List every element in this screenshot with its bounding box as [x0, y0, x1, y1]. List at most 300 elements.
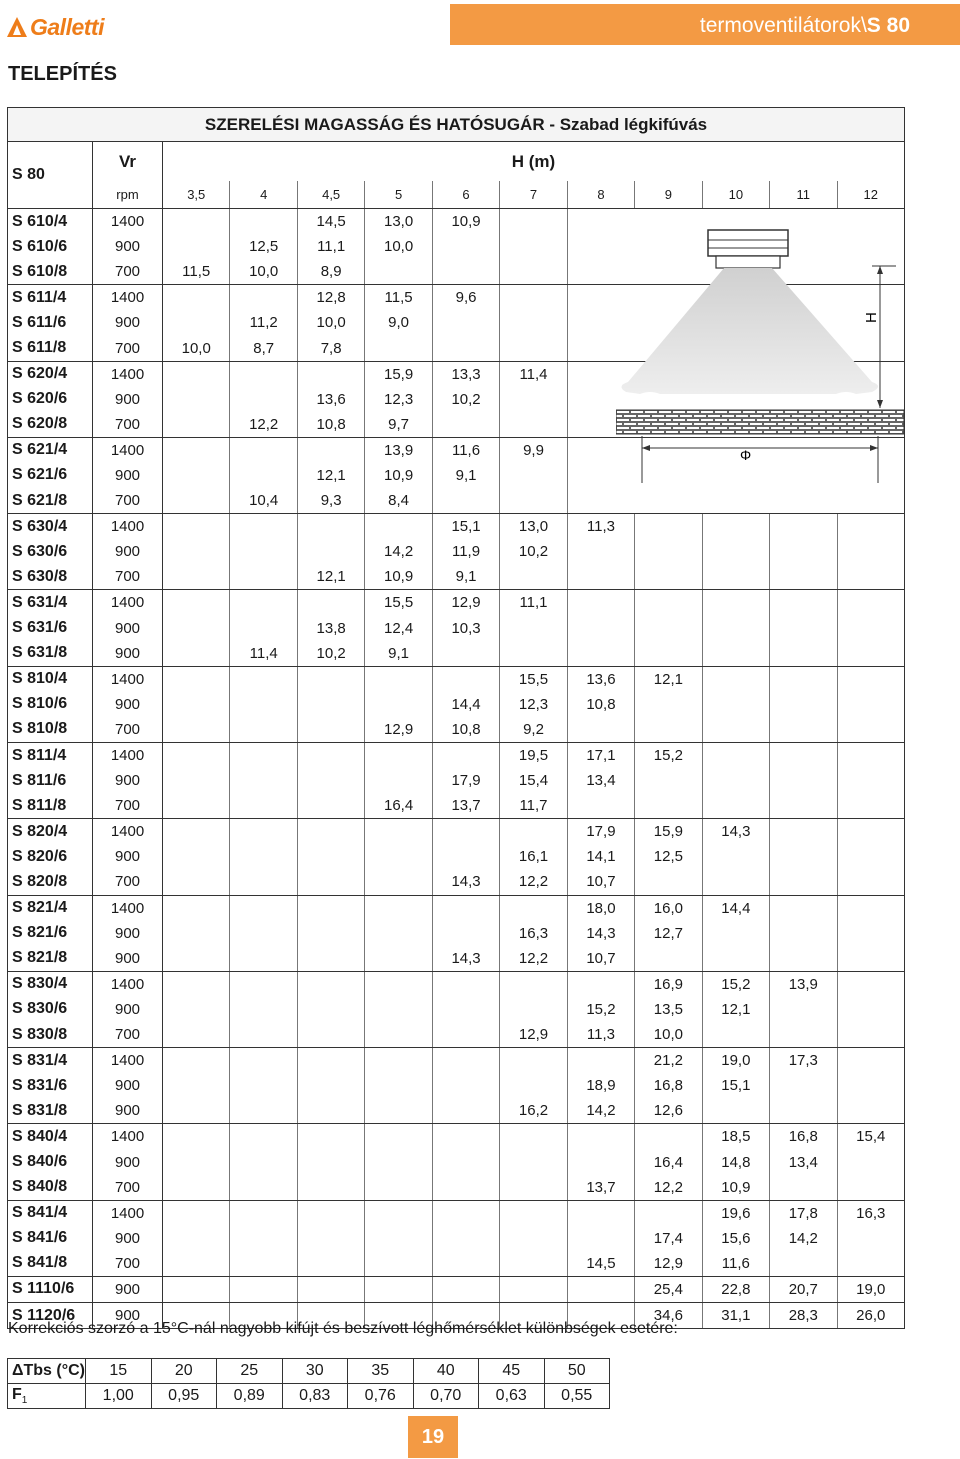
value-cell	[365, 1022, 432, 1048]
value-cell	[432, 1124, 499, 1150]
value-cell	[770, 692, 837, 717]
value-cell	[635, 1124, 702, 1150]
value-cell: 16,9	[635, 971, 702, 997]
value-cell	[297, 1073, 364, 1098]
height-header-cell: 5	[365, 181, 432, 209]
model-cell: S 611/6	[8, 310, 93, 335]
value-cell	[163, 361, 230, 387]
correction-footnote: Korrekciós szorzó a 15°C-nál nagyobb kifújt és beszívott léghőmérséklet különbségek esetére:	[8, 1320, 678, 1337]
value-cell	[500, 234, 567, 259]
value-cell	[163, 310, 230, 335]
value-cell: 10,7	[567, 946, 634, 972]
value-cell	[230, 869, 297, 895]
value-cell: 28,3	[770, 1303, 837, 1329]
value-cell: 17,3	[770, 1048, 837, 1074]
value-cell	[635, 768, 702, 793]
value-cell: 10,0	[365, 234, 432, 259]
value-cell	[163, 1251, 230, 1277]
value-cell	[770, 997, 837, 1022]
value-cell	[500, 1149, 567, 1174]
value-cell: 16,2	[500, 1098, 567, 1124]
value-cell	[230, 946, 297, 972]
value-cell	[230, 387, 297, 412]
value-cell: 15,4	[500, 768, 567, 793]
value-cell	[702, 946, 769, 972]
value-cell	[770, 895, 837, 921]
rpm-cell: 700	[93, 1022, 163, 1048]
rpm-cell: 700	[93, 1175, 163, 1201]
value-cell	[432, 844, 499, 869]
h-header: H (m)	[511, 151, 556, 171]
value-cell	[230, 285, 297, 311]
value-cell	[297, 946, 364, 972]
floor-bricks	[616, 410, 904, 434]
value-cell	[500, 285, 567, 311]
value-cell	[770, 564, 837, 590]
air-jet-cone	[621, 268, 878, 394]
value-cell	[500, 997, 567, 1022]
value-cell: 12,6	[635, 1098, 702, 1124]
table-row	[8, 1073, 905, 1098]
rpm-cell: 900	[93, 234, 163, 259]
rpm-cell: 900	[93, 1098, 163, 1124]
model-cell: S 610/4	[8, 209, 93, 235]
value-cell	[770, 514, 837, 540]
value-cell	[230, 1124, 297, 1150]
rpm-cell: 700	[93, 717, 163, 743]
delta-tbs-cell: 30	[282, 1359, 348, 1384]
value-cell: 14,2	[365, 539, 432, 564]
model-cell: S 631/6	[8, 616, 93, 641]
table-row	[8, 1200, 905, 1226]
value-cell	[567, 488, 634, 514]
value-cell: 13,7	[432, 793, 499, 819]
rpm-cell: 700	[93, 412, 163, 438]
model-cell: S 631/8	[8, 641, 93, 667]
value-cell	[365, 1149, 432, 1174]
value-cell	[635, 641, 702, 667]
value-cell	[567, 539, 634, 564]
rpm-cell: 700	[93, 488, 163, 514]
value-cell	[770, 590, 837, 616]
f1-cell: 0,83	[282, 1384, 348, 1409]
value-cell: 18,5	[702, 1124, 769, 1150]
value-cell	[163, 539, 230, 564]
header-title	[700, 14, 910, 38]
value-cell	[702, 717, 769, 743]
rpm-cell: 900	[93, 692, 163, 717]
value-cell	[837, 514, 904, 540]
value-cell	[702, 844, 769, 869]
value-cell	[500, 1175, 567, 1201]
value-cell	[770, 921, 837, 946]
value-cell	[500, 564, 567, 590]
value-cell	[837, 1048, 904, 1074]
value-cell	[163, 1022, 230, 1048]
value-cell	[163, 819, 230, 845]
table-row	[8, 844, 905, 869]
value-cell	[230, 1175, 297, 1201]
value-cell: 18,0	[567, 895, 634, 921]
value-cell: 16,3	[500, 921, 567, 946]
value-cell	[163, 895, 230, 921]
value-cell	[702, 539, 769, 564]
value-cell: 19,5	[500, 742, 567, 768]
value-cell	[837, 666, 904, 692]
value-cell	[365, 514, 432, 540]
value-cell: 9,7	[365, 412, 432, 438]
value-cell	[635, 590, 702, 616]
value-cell: 12,9	[432, 590, 499, 616]
value-cell: 19,0	[702, 1048, 769, 1074]
value-cell	[432, 1276, 499, 1302]
value-cell	[702, 1098, 769, 1124]
height-header-cell: 12	[837, 181, 904, 209]
value-cell	[163, 209, 230, 235]
value-cell: 13,0	[500, 514, 567, 540]
value-cell	[163, 921, 230, 946]
value-cell	[163, 692, 230, 717]
value-cell	[297, 997, 364, 1022]
value-cell: 14,4	[432, 692, 499, 717]
value-cell	[500, 895, 567, 921]
value-cell	[297, 869, 364, 895]
value-cell	[567, 793, 634, 819]
model-cell: S 631/4	[8, 590, 93, 616]
value-cell	[432, 1200, 499, 1226]
value-cell	[837, 997, 904, 1022]
value-cell	[432, 971, 499, 997]
value-cell	[432, 997, 499, 1022]
table-title: SZERELÉSI MAGASSÁG ÉS HATÓSUGÁR - Szabad légkifúvás	[8, 108, 905, 142]
model-cell: S 621/8	[8, 488, 93, 514]
f1-cell: 0,89	[217, 1384, 283, 1409]
table-row	[8, 590, 905, 616]
value-cell	[567, 1200, 634, 1226]
model-cell: S 810/6	[8, 692, 93, 717]
value-cell: 17,4	[635, 1226, 702, 1251]
value-cell	[500, 1073, 567, 1098]
value-cell	[770, 844, 837, 869]
value-cell	[770, 869, 837, 895]
value-cell	[297, 1048, 364, 1074]
rpm-cell: 900	[93, 946, 163, 972]
rpm-cell: 1400	[93, 437, 163, 463]
value-cell	[702, 514, 769, 540]
table-row	[8, 488, 905, 514]
value-cell	[230, 1149, 297, 1174]
model-cell: S 621/6	[8, 463, 93, 488]
value-cell: 11,6	[432, 437, 499, 463]
value-cell: 12,2	[230, 412, 297, 438]
value-cell: 13,4	[770, 1149, 837, 1174]
height-header-cell: 3,5	[163, 181, 230, 209]
value-cell: 10,4	[230, 488, 297, 514]
model-header: S 80	[8, 142, 93, 209]
value-cell	[230, 1200, 297, 1226]
value-cell	[297, 361, 364, 387]
model-cell: S 821/4	[8, 895, 93, 921]
value-cell	[702, 692, 769, 717]
value-cell	[297, 514, 364, 540]
value-cell: 7,8	[297, 335, 364, 361]
value-cell	[770, 1098, 837, 1124]
delta-tbs-label: ΔTbs (°C)	[8, 1359, 86, 1384]
value-cell	[432, 742, 499, 768]
delta-tbs-cell: 20	[151, 1359, 217, 1384]
value-cell: 9,1	[365, 641, 432, 667]
value-cell: 13,6	[297, 387, 364, 412]
value-cell	[500, 412, 567, 438]
rpm-cell: 1400	[93, 590, 163, 616]
value-cell	[163, 285, 230, 311]
value-cell	[297, 539, 364, 564]
table-row	[8, 539, 905, 564]
value-cell	[163, 1098, 230, 1124]
value-cell	[837, 692, 904, 717]
value-cell	[365, 895, 432, 921]
value-cell	[432, 1149, 499, 1174]
f1-row	[8, 1384, 610, 1409]
value-cell	[297, 844, 364, 869]
value-cell	[702, 641, 769, 667]
value-cell	[837, 641, 904, 667]
table-row	[8, 768, 905, 793]
value-cell: 11,3	[567, 1022, 634, 1048]
value-cell	[297, 1175, 364, 1201]
rpm-cell: 700	[93, 793, 163, 819]
model-cell: S 830/6	[8, 997, 93, 1022]
value-cell: 12,2	[635, 1175, 702, 1201]
value-cell: 17,9	[432, 768, 499, 793]
model-cell: S 610/6	[8, 234, 93, 259]
value-cell	[567, 1048, 634, 1074]
f1-label	[8, 1384, 86, 1409]
value-cell	[635, 1200, 702, 1226]
value-cell	[365, 1098, 432, 1124]
table-row	[8, 1022, 905, 1048]
value-cell: 15,4	[856, 1128, 886, 1146]
value-cell	[297, 1098, 364, 1124]
value-cell	[163, 1200, 230, 1226]
table-row	[8, 742, 905, 768]
value-cell: 9,6	[432, 285, 499, 311]
value-cell: 14,3	[702, 819, 769, 845]
value-cell	[230, 361, 297, 387]
model-cell: S 820/8	[8, 869, 93, 895]
section-title: TELEPÍTÉS	[8, 63, 117, 85]
value-cell: 10,9	[365, 463, 432, 488]
value-cell: 12,5	[230, 234, 297, 259]
value-cell	[770, 793, 837, 819]
value-cell	[567, 590, 634, 616]
value-cell	[297, 895, 364, 921]
value-cell	[230, 1098, 297, 1124]
value-cell: 8,7	[230, 335, 297, 361]
value-cell	[163, 463, 230, 488]
model-cell: S 810/8	[8, 717, 93, 743]
value-cell	[635, 869, 702, 895]
value-cell	[230, 819, 297, 845]
value-cell	[163, 641, 230, 667]
rpm-cell: 700	[93, 869, 163, 895]
rpm-cell: 1400	[93, 742, 163, 768]
model-cell: S 830/8	[8, 1022, 93, 1048]
value-cell: 11,6	[702, 1251, 769, 1277]
rpm-cell: 1400	[93, 1200, 163, 1226]
value-cell	[230, 692, 297, 717]
value-cell	[770, 1073, 837, 1098]
value-cell	[163, 437, 230, 463]
f1-cell: 0,70	[413, 1384, 479, 1409]
value-cell	[230, 1226, 297, 1251]
rpm-cell: 1400	[93, 895, 163, 921]
value-cell	[432, 412, 499, 438]
rpm-cell: 1400	[93, 209, 163, 235]
f-subscript: 1	[21, 1395, 28, 1407]
value-cell: 13,3	[432, 361, 499, 387]
table-row	[8, 997, 905, 1022]
value-cell	[635, 793, 702, 819]
model-cell: S 630/8	[8, 564, 93, 590]
table-title-row	[8, 108, 905, 142]
value-cell: 16,8	[770, 1124, 837, 1150]
value-cell: 14,3	[432, 869, 499, 895]
model-cell: S 821/8	[8, 946, 93, 972]
value-cell	[500, 971, 567, 997]
value-cell	[702, 1022, 769, 1048]
f1-cell: 0,55	[544, 1384, 610, 1409]
value-cell	[297, 819, 364, 845]
value-cell	[837, 1149, 904, 1174]
value-cell	[770, 742, 837, 768]
value-cell: 10,3	[432, 616, 499, 641]
value-cell	[297, 437, 364, 463]
value-cell: 14,8	[702, 1149, 769, 1174]
value-cell: 11,7	[500, 793, 567, 819]
value-cell	[837, 1175, 904, 1201]
value-cell	[297, 768, 364, 793]
value-cell	[230, 971, 297, 997]
value-cell	[770, 666, 837, 692]
value-cell	[702, 869, 769, 895]
table-row	[8, 666, 905, 692]
value-cell	[297, 666, 364, 692]
value-cell	[230, 997, 297, 1022]
model-cell: S 840/6	[8, 1149, 93, 1174]
value-cell	[635, 488, 702, 514]
value-cell	[567, 971, 634, 997]
value-cell	[567, 1124, 634, 1150]
value-cell	[163, 412, 230, 438]
height-header-cell: 11	[770, 181, 837, 209]
rpm-cell: 900	[93, 616, 163, 641]
value-cell	[500, 1048, 567, 1074]
delta-tbs-row	[8, 1359, 610, 1384]
rpm-cell: 700	[93, 259, 163, 285]
rpm-cell: 900	[93, 844, 163, 869]
model-cell: S 841/4	[8, 1200, 93, 1226]
value-cell: 17,1	[567, 742, 634, 768]
model-cell: S 630/4	[8, 514, 93, 540]
value-cell	[837, 946, 904, 972]
value-cell: 9,2	[500, 717, 567, 743]
value-cell	[230, 590, 297, 616]
value-cell: 19,6	[702, 1200, 769, 1226]
value-cell	[837, 742, 904, 768]
value-cell	[163, 742, 230, 768]
value-cell	[297, 1124, 364, 1150]
value-cell	[230, 1022, 297, 1048]
value-cell: 15,9	[365, 361, 432, 387]
value-cell	[770, 819, 837, 845]
vr-header: Vr	[93, 142, 163, 182]
value-cell	[837, 717, 904, 743]
value-cell	[163, 514, 230, 540]
value-cell	[500, 1226, 567, 1251]
model-cell: S 620/6	[8, 387, 93, 412]
value-cell	[163, 1073, 230, 1098]
value-cell	[163, 971, 230, 997]
value-cell	[163, 1276, 230, 1302]
height-header-cell: 4,5	[297, 181, 364, 209]
value-cell	[635, 717, 702, 743]
value-cell	[837, 1098, 904, 1124]
model-cell: S 630/6	[8, 539, 93, 564]
value-cell: 13,5	[635, 997, 702, 1022]
value-cell: 10,0	[230, 259, 297, 285]
rpm-cell: 900	[93, 768, 163, 793]
rpm-cell: 900	[93, 1303, 163, 1329]
value-cell	[365, 921, 432, 946]
value-cell	[365, 335, 432, 361]
rpm-cell: 900	[93, 1276, 163, 1302]
header-bar	[450, 4, 960, 45]
table-row	[8, 1226, 905, 1251]
value-cell	[365, 1073, 432, 1098]
value-cell: 10,9	[365, 564, 432, 590]
value-cell	[365, 1124, 432, 1150]
value-cell	[432, 1048, 499, 1074]
value-cell: 14,5	[567, 1251, 634, 1277]
value-cell: 12,9	[635, 1251, 702, 1277]
value-cell	[432, 310, 499, 335]
value-cell	[365, 666, 432, 692]
value-cell	[500, 463, 567, 488]
value-cell: 15,9	[635, 819, 702, 845]
rpm-cell: 1400	[93, 1048, 163, 1074]
table-row	[8, 1251, 905, 1277]
table-row	[8, 564, 905, 590]
value-cell	[567, 641, 634, 667]
value-cell	[432, 1022, 499, 1048]
phi-dimension-label: Φ	[740, 447, 752, 463]
value-cell	[297, 971, 364, 997]
value-cell: 11,4	[230, 641, 297, 667]
rpm-cell: 900	[93, 310, 163, 335]
value-cell: 10,8	[297, 412, 364, 438]
value-cell	[297, 1200, 364, 1226]
value-cell	[230, 717, 297, 743]
value-cell: 14,2	[770, 1226, 837, 1251]
value-cell: 12,3	[500, 692, 567, 717]
value-cell	[230, 1251, 297, 1277]
value-cell	[770, 946, 837, 972]
model-cell: S 811/6	[8, 768, 93, 793]
value-cell	[635, 946, 702, 972]
value-cell	[365, 768, 432, 793]
value-cell: 14,3	[432, 946, 499, 972]
